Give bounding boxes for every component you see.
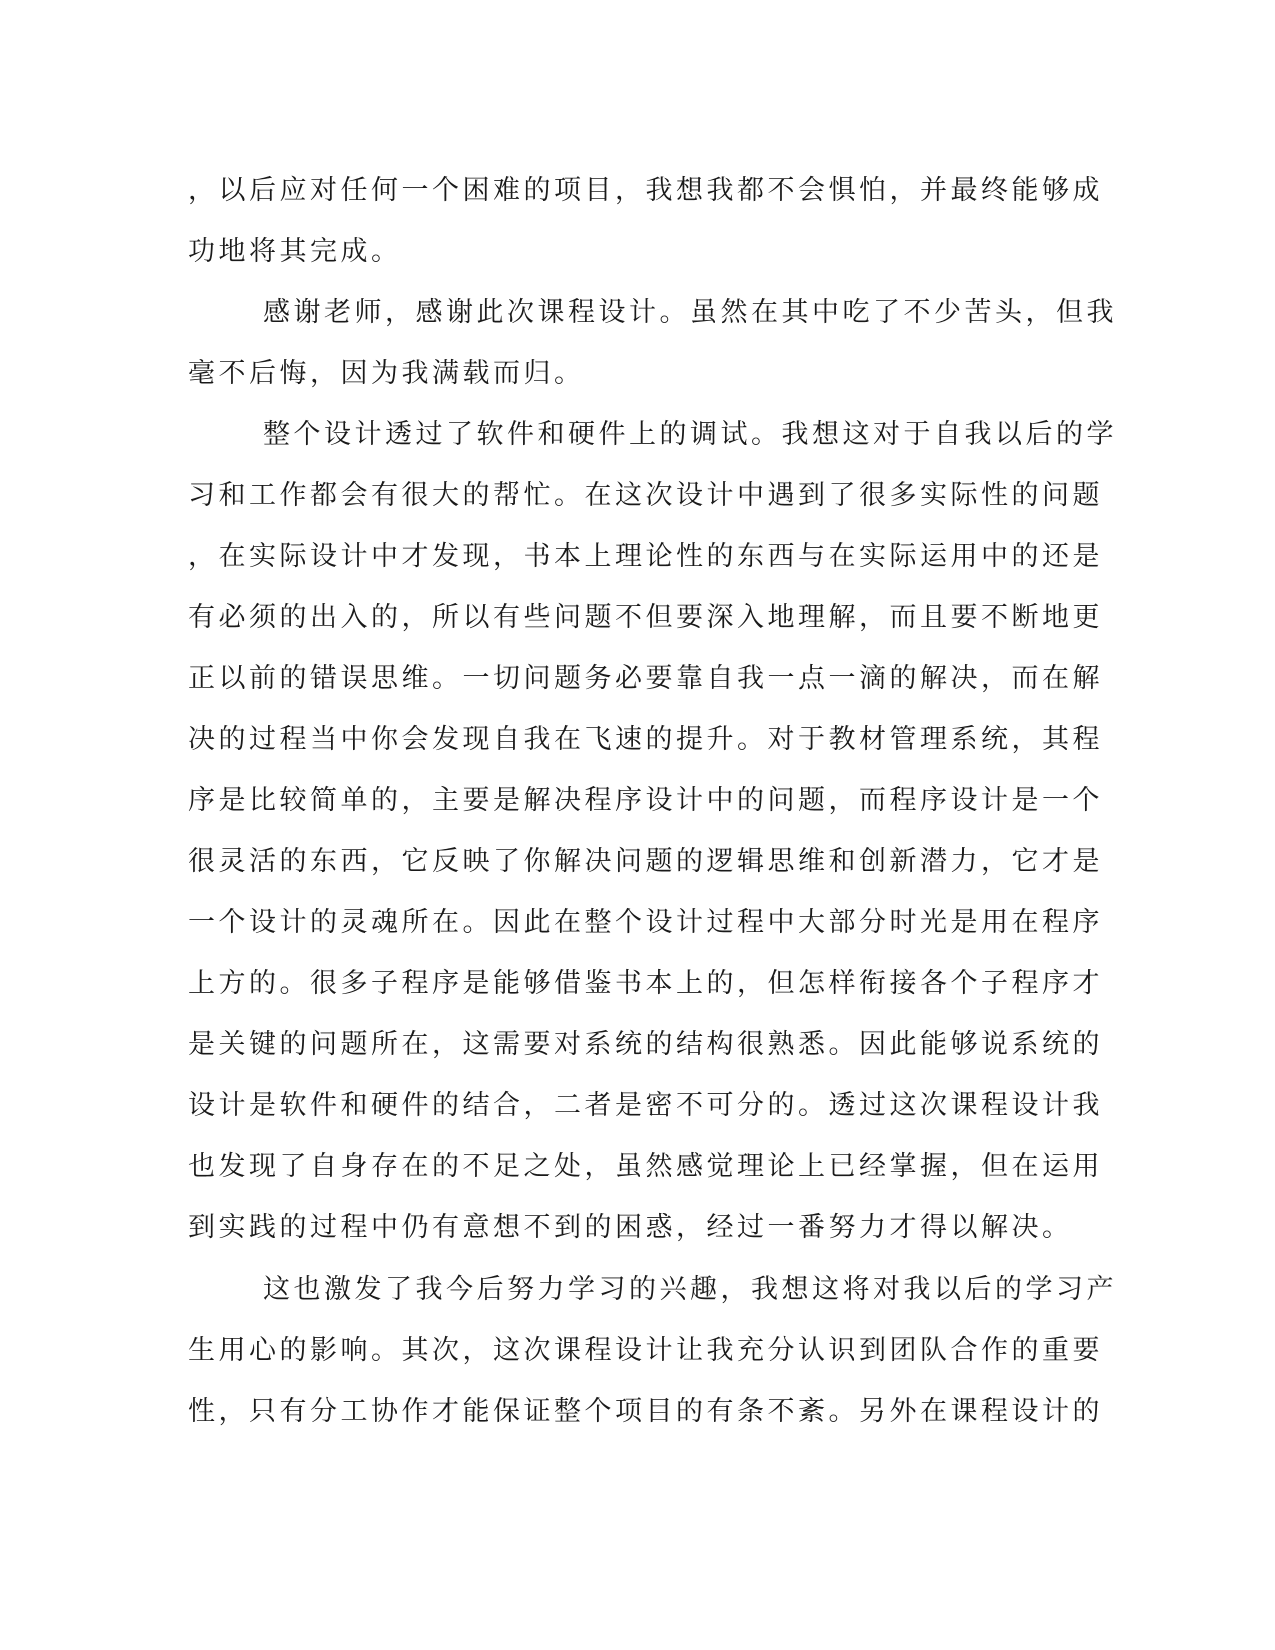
text-line: 决的过程当中你会发现自我在飞速的提升。对于教材管理系统，其程 bbox=[188, 724, 1103, 755]
text-line: ，在实际设计中才发现，书本上理论性的东西与在实际运用中的还是 bbox=[188, 541, 1103, 572]
text-line: 是关键的问题所在，这需要对系统的结构很熟悉。因此能够说系统的 bbox=[188, 1029, 1103, 1060]
text-line: 有必须的出入的，所以有些问题不但要深入地理解，而且要不断地更 bbox=[188, 602, 1103, 633]
text-line: 上方的。很多子程序是能够借鉴书本上的，但怎样衔接各个子程序才 bbox=[188, 968, 1103, 999]
text-line: 序是比较简单的，主要是解决程序设计中的问题，而程序设计是一个 bbox=[188, 785, 1103, 816]
text-line: 生用心的影响。其次，这次课程设计让我充分认识到团队合作的重要 bbox=[188, 1335, 1103, 1366]
text-line: 习和工作都会有很大的帮忙。在这次设计中遇到了很多实际性的问题 bbox=[188, 480, 1103, 511]
text-line: 设计是软件和硬件的结合，二者是密不可分的。透过这次课程设计我 bbox=[188, 1090, 1103, 1121]
text-line: ，以后应对任何一个困难的项目，我想我都不会惧怕，并最终能够成 bbox=[188, 175, 1103, 206]
text-line: 这也激发了我今后努力学习的兴趣，我想这将对我以后的学习产 bbox=[263, 1274, 1117, 1305]
paragraph-2 bbox=[188, 282, 1117, 404]
text-line: 功地将其完成。 bbox=[188, 236, 402, 267]
text-line: 整个设计透过了软件和硬件上的调试。我想这对于自我以后的学 bbox=[263, 419, 1117, 450]
text-line: 到实践的过程中仍有意想不到的困惑，经过一番努力才得以解决。 bbox=[188, 1212, 1073, 1243]
text-line: 性，只有分工协作才能保证整个项目的有条不紊。另外在课程设计的 bbox=[188, 1396, 1103, 1427]
text-line: 很灵活的东西，它反映了你解决问题的逻辑思维和创新潜力，它才是 bbox=[188, 846, 1103, 877]
text-line: 也发现了自身存在的不足之处，虽然感觉理论上已经掌握，但在运用 bbox=[188, 1151, 1103, 1182]
paragraph-3 bbox=[188, 404, 1117, 1258]
paragraph-1 bbox=[188, 160, 1103, 282]
text-line: 正以前的错误思维。一切问题务必要靠自我一点一滴的解决，而在解 bbox=[188, 663, 1103, 694]
text-line: 一个设计的灵魂所在。因此在整个设计过程中大部分时光是用在程序 bbox=[188, 907, 1103, 938]
text-line: 毫不后悔，因为我满载而归。 bbox=[188, 358, 585, 389]
paragraph-4 bbox=[188, 1259, 1117, 1442]
text-line: 感谢老师，感谢此次课程设计。虽然在其中吃了不少苦头，但我 bbox=[263, 297, 1117, 328]
